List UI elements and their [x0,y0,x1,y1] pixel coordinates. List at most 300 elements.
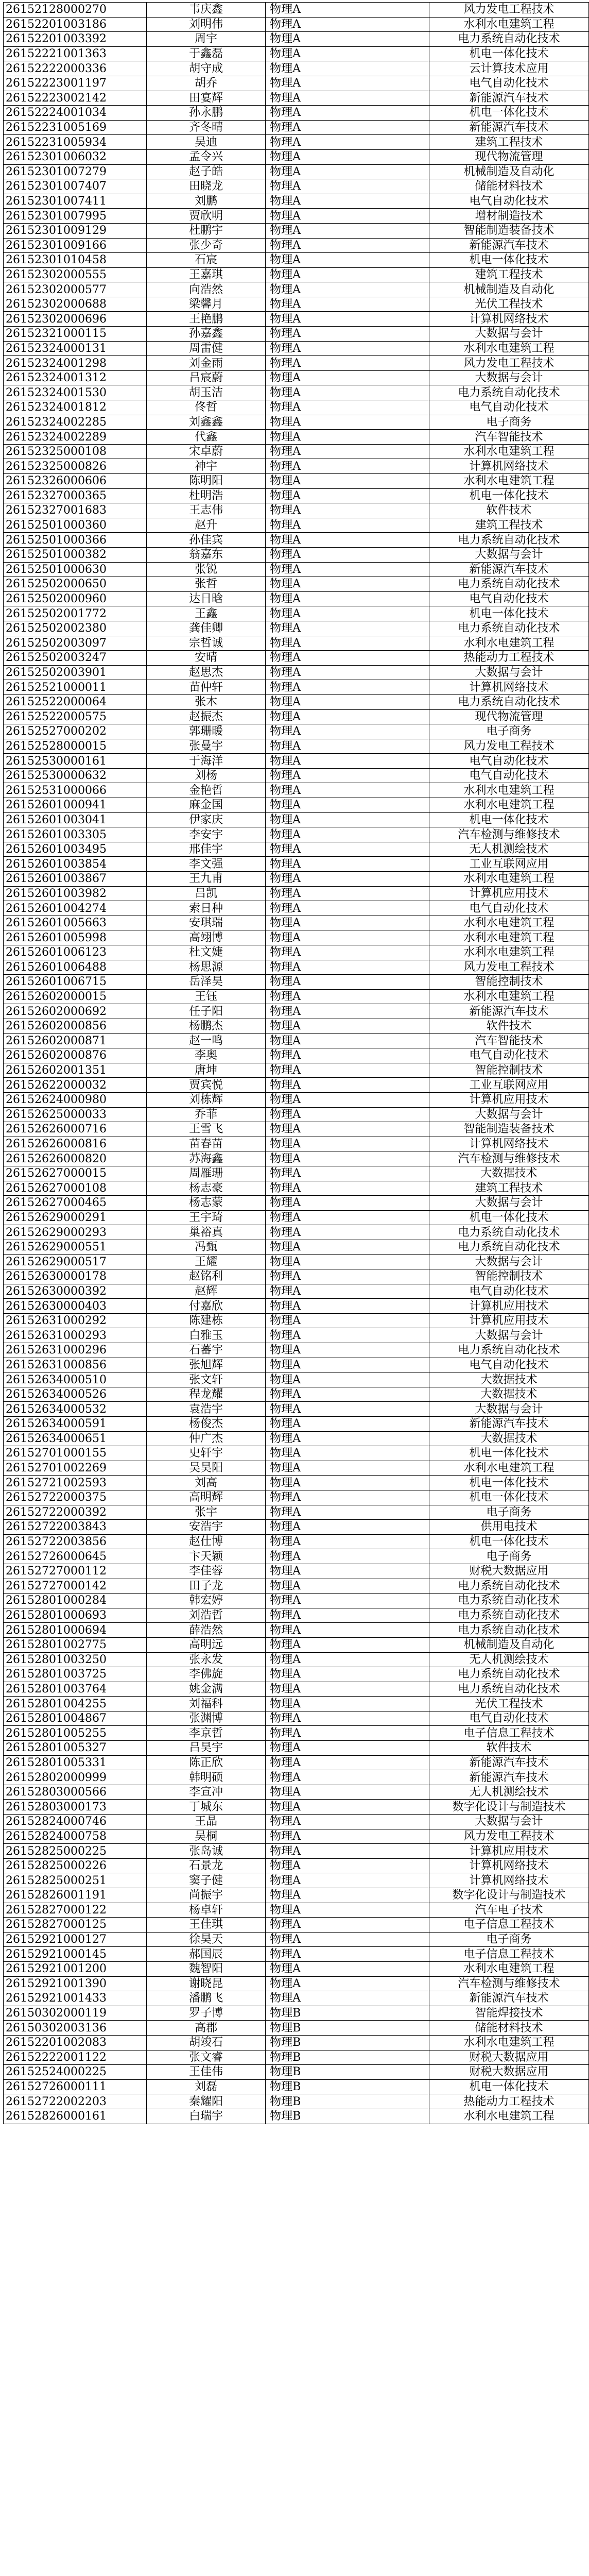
major-cell: 无人机测绘技术 [429,1785,589,1800]
candidate-id-cell: 26152631000292 [4,1313,147,1328]
table-row [4,223,589,238]
student-name-cell: 赵升 [147,518,266,533]
subject-category-cell: 物理A [266,1402,429,1417]
candidate-id-cell: 26152627000108 [4,1181,147,1196]
major-cell: 大数据与会计 [429,1196,589,1211]
student-name-cell: 张旭辉 [147,1358,266,1372]
candidate-id-cell: 26152801004255 [4,1697,147,1711]
student-name-cell: 杨俊杰 [147,1417,266,1432]
major-cell: 工业互联网应用 [429,857,589,872]
student-name-cell: 卞天颖 [147,1549,266,1564]
student-name-cell: 王晶 [147,1815,266,1829]
candidate-id-cell: 26152327001683 [4,503,147,518]
major-cell: 电气自动化技术 [429,591,589,606]
major-cell: 电气自动化技术 [429,194,589,209]
table-row [4,621,589,636]
major-cell: 新能源汽车技术 [429,1991,589,2006]
candidate-id-cell: 26152601005998 [4,930,147,945]
major-cell: 风力发电工程技术 [429,1829,589,1844]
student-name-cell: 石蕃宇 [147,1343,266,1358]
student-name-cell: 苏海鑫 [147,1151,266,1166]
table-row [4,106,589,121]
table-row [4,1564,589,1579]
table-row [4,1358,589,1372]
major-cell: 汽车检测与维修技术 [429,1151,589,1166]
table-row [4,1402,589,1417]
table-row [4,1785,589,1800]
student-name-cell: 高明辉 [147,1490,266,1505]
subject-category-cell: 物理A [266,385,429,400]
subject-category-cell: 物理A [266,1903,429,1918]
candidate-id-cell: 26152634000591 [4,1417,147,1432]
major-cell: 电力系统自动化技术 [429,1608,589,1623]
table-row [4,1269,589,1284]
subject-category-cell: 物理A [266,135,429,150]
subject-category-cell: 物理A [266,783,429,798]
candidate-id-cell: 26152324000131 [4,341,147,356]
major-cell: 电子商务 [429,415,589,430]
student-name-cell: 刘福科 [147,1697,266,1711]
major-cell: 电气自动化技术 [429,400,589,415]
table-row [4,1137,589,1151]
subject-category-cell: 物理A [266,1313,429,1328]
subject-category-cell: 物理A [266,872,429,887]
student-name-cell: 魏智阳 [147,1961,266,1976]
student-name-cell: 高翊博 [147,930,266,945]
table-row [4,91,589,106]
subject-category-cell: 物理A [266,1976,429,1991]
student-name-cell: 郝国辰 [147,1947,266,1962]
subject-category-cell: 物理A [266,1446,429,1461]
subject-category-cell: 物理A [266,474,429,489]
candidate-id-cell: 26152302000696 [4,312,147,327]
candidate-id-cell: 26152522000575 [4,709,147,724]
student-name-cell: 胡玉洁 [147,385,266,400]
student-name-cell: 杨卓轩 [147,1903,266,1918]
table-row [4,135,589,150]
subject-category-cell: 物理A [266,164,429,179]
table-row [4,562,589,577]
major-cell: 大数据与会计 [429,1107,589,1122]
major-cell: 汽车检测与维修技术 [429,827,589,842]
subject-category-cell: 物理A [266,341,429,356]
subject-category-cell: 物理A [266,106,429,121]
major-cell: 水利水电建筑工程 [429,1461,589,1476]
subject-category-cell: 物理A [266,61,429,76]
subject-category-cell: 物理A [266,120,429,135]
student-name-cell: 张哲 [147,577,266,592]
student-name-cell: 李安宇 [147,827,266,842]
student-name-cell: 赵振杰 [147,709,266,724]
student-name-cell: 吕宸蔚 [147,370,266,385]
student-name-cell: 胡乔 [147,76,266,91]
student-name-cell: 白雅玉 [147,1328,266,1343]
student-name-cell: 丁城东 [147,1800,266,1815]
subject-category-cell: 物理A [266,1019,429,1033]
major-cell: 水利水电建筑工程 [429,945,589,960]
table-row [4,1608,589,1623]
major-cell: 水利水电建筑工程 [429,17,589,32]
major-cell: 机械制造及自动化 [429,1637,589,1652]
subject-category-cell: 物理B [266,2065,429,2080]
major-cell: 计算机网络技术 [429,1858,589,1873]
table-row [4,1210,589,1225]
subject-category-cell: 物理A [266,577,429,592]
subject-category-cell: 物理B [266,2006,429,2021]
candidate-id-cell: 26152601003982 [4,886,147,901]
candidate-id-cell: 26152601006715 [4,975,147,990]
major-cell: 电气自动化技术 [429,1358,589,1372]
candidate-id-cell: 26152601003305 [4,827,147,842]
student-name-cell: 张木 [147,694,266,709]
table-row [4,842,589,857]
table-row [4,754,589,769]
student-name-cell: 石景龙 [147,1858,266,1873]
subject-category-cell: 物理A [266,1873,429,1888]
table-row [4,444,589,459]
table-row [4,164,589,179]
major-cell: 电气自动化技术 [429,1048,589,1063]
major-cell: 汽车电子技术 [429,1903,589,1918]
candidate-id-cell: 26152224001034 [4,106,147,121]
candidate-id-cell: 26152601003495 [4,842,147,857]
subject-category-cell: 物理A [266,930,429,945]
student-name-cell: 杜鹏宇 [147,223,266,238]
subject-category-cell: 物理A [266,975,429,990]
student-name-cell: 白瑞宇 [147,2109,266,2124]
candidate-id-cell: 26152701000155 [4,1446,147,1461]
major-cell: 新能源汽车技术 [429,1770,589,1785]
student-name-cell: 王鑫 [147,606,266,621]
candidate-id-cell: 26152601003867 [4,872,147,887]
table-row [4,1284,589,1299]
table-row [4,694,589,709]
major-cell: 软件技术 [429,1741,589,1756]
candidate-id-cell: 26152802000999 [4,1770,147,1785]
major-cell: 机电一体化技术 [429,1490,589,1505]
candidate-id-cell: 26152231005934 [4,135,147,150]
student-name-cell: 刘高 [147,1476,266,1490]
candidate-id-cell: 26152501000630 [4,562,147,577]
table-row [4,1387,589,1402]
admission-table [3,2,589,2124]
major-cell: 电气自动化技术 [429,1284,589,1299]
candidate-id-cell: 26152722000392 [4,1505,147,1520]
subject-category-cell: 物理A [266,739,429,754]
candidate-id-cell: 26152722003856 [4,1534,147,1549]
table-row [4,1918,589,1933]
candidate-id-cell: 26152324002289 [4,430,147,445]
student-name-cell: 安浩宇 [147,1520,266,1535]
major-cell: 大数据与会计 [429,1402,589,1417]
table-row [4,1417,589,1432]
subject-category-cell: 物理A [266,621,429,636]
table-row [4,1181,589,1196]
major-cell: 计算机应用技术 [429,1313,589,1328]
candidate-id-cell: 26152630000403 [4,1299,147,1314]
candidate-id-cell: 26152528000015 [4,739,147,754]
candidate-id-cell: 26152727000142 [4,1579,147,1594]
table-row [4,1594,589,1608]
table-row [4,651,589,666]
table-row [4,945,589,960]
candidate-id-cell: 26152527000202 [4,724,147,739]
major-cell: 水利水电建筑工程 [429,916,589,930]
subject-category-cell: 物理A [266,665,429,680]
candidate-id-cell: 26152324001298 [4,356,147,371]
student-name-cell: 孟令兴 [147,149,266,164]
table-row [4,1372,589,1387]
student-name-cell: 巢裕真 [147,1225,266,1240]
major-cell: 汽车检测与维修技术 [429,1976,589,1991]
major-cell: 财税大数据应用 [429,2050,589,2065]
table-row [4,1490,589,1505]
candidate-id-cell: 26152722000375 [4,1490,147,1505]
major-cell: 热能动力工程技术 [429,2094,589,2109]
table-row [4,1078,589,1093]
subject-category-cell: 物理A [266,1594,429,1608]
candidate-id-cell: 26152601003854 [4,857,147,872]
candidate-id-cell: 26152602000876 [4,1048,147,1063]
student-name-cell: 孙佳宾 [147,533,266,548]
student-name-cell: 达日晗 [147,591,266,606]
student-name-cell: 王佳伟 [147,2065,266,2080]
major-cell: 大数据与会计 [429,1255,589,1269]
candidate-id-cell: 26152501000360 [4,518,147,533]
student-name-cell: 唐坤 [147,1063,266,1078]
student-name-cell: 李文强 [147,857,266,872]
major-cell: 电力系统自动化技术 [429,1343,589,1358]
student-name-cell: 王钰 [147,989,266,1004]
candidate-id-cell: 26152630000178 [4,1269,147,1284]
subject-category-cell: 物理B [266,2035,429,2050]
subject-category-cell: 物理A [266,1092,429,1107]
subject-category-cell: 物理A [266,1711,429,1726]
subject-category-cell: 物理A [266,1122,429,1137]
student-name-cell: 金艳哲 [147,783,266,798]
subject-category-cell: 物理A [266,562,429,577]
candidate-id-cell: 26152801005255 [4,1726,147,1741]
candidate-id-cell: 26152921000127 [4,1932,147,1947]
table-row [4,636,589,651]
student-name-cell: 周雷健 [147,341,266,356]
table-row [4,1652,589,1667]
candidate-id-cell: 26152602000692 [4,1004,147,1019]
candidate-id-cell: 26152601000941 [4,798,147,813]
table-row [4,1343,589,1358]
table-row [4,1107,589,1122]
student-name-cell: 张少奇 [147,238,266,253]
student-name-cell: 吕昊宇 [147,1741,266,1756]
table-row [4,46,589,61]
table-row [4,1461,589,1476]
candidate-id-cell: 26152502002380 [4,621,147,636]
student-name-cell: 付嘉欣 [147,1299,266,1314]
student-name-cell: 贾欣明 [147,209,266,224]
student-name-cell: 郭珊暖 [147,724,266,739]
table-row [4,179,589,194]
subject-category-cell: 物理A [266,960,429,975]
student-name-cell: 安晴 [147,651,266,666]
student-name-cell: 李佛旋 [147,1667,266,1682]
subject-category-cell: 物理A [266,1461,429,1476]
table-row [4,1873,589,1888]
major-cell: 机电一体化技术 [429,1476,589,1490]
subject-category-cell: 物理A [266,1225,429,1240]
candidate-id-cell: 26152128000270 [4,3,147,18]
major-cell: 水利水电建筑工程 [429,2035,589,2050]
candidate-id-cell: 26152530000161 [4,754,147,769]
student-name-cell: 张永发 [147,1652,266,1667]
student-name-cell: 陈正欣 [147,1755,266,1770]
subject-category-cell: 物理B [266,2109,429,2124]
candidate-id-cell: 26152327000365 [4,488,147,503]
candidate-id-cell: 26152321000115 [4,327,147,342]
candidate-id-cell: 26152201002083 [4,2035,147,2050]
subject-category-cell: 物理A [266,768,429,783]
candidate-id-cell: 26152502003247 [4,651,147,666]
subject-category-cell: 物理A [266,1815,429,1829]
table-row [4,356,589,371]
student-name-cell: 杨志蒙 [147,1196,266,1211]
student-name-cell: 龚佳卿 [147,621,266,636]
table-row [4,1004,589,1019]
subject-category-cell: 物理A [266,1667,429,1682]
major-cell: 风力发电工程技术 [429,356,589,371]
major-cell: 水利水电建筑工程 [429,341,589,356]
student-name-cell: 孙嘉鑫 [147,327,266,342]
candidate-id-cell: 26152324002285 [4,415,147,430]
subject-category-cell: 物理B [266,2094,429,2109]
candidate-id-cell: 26152634000510 [4,1372,147,1387]
subject-category-cell: 物理A [266,312,429,327]
major-cell: 机电一体化技术 [429,2079,589,2094]
student-name-cell: 冯甄 [147,1240,266,1255]
table-row [4,194,589,209]
major-cell: 机电一体化技术 [429,1210,589,1225]
student-name-cell: 神宇 [147,459,266,474]
subject-category-cell: 物理A [266,989,429,1004]
table-row [4,385,589,400]
subject-category-cell: 物理A [266,1785,429,1800]
subject-category-cell: 物理A [266,1476,429,1490]
major-cell: 大数据技术 [429,1166,589,1181]
candidate-id-cell: 26152301010458 [4,253,147,268]
table-row [4,3,589,18]
table-row [4,120,589,135]
major-cell: 电力系统自动化技术 [429,1579,589,1594]
subject-category-cell: 物理B [266,2079,429,2094]
candidate-id-cell: 26152722002203 [4,2094,147,2109]
table-row [4,209,589,224]
subject-category-cell: 物理B [266,2050,429,2065]
table-row [4,400,589,415]
student-name-cell: 韩明硕 [147,1770,266,1785]
table-row [4,827,589,842]
major-cell: 电子信息工程技术 [429,1726,589,1741]
subject-category-cell: 物理A [266,916,429,930]
major-cell: 无人机测绘技术 [429,842,589,857]
table-row [4,1092,589,1107]
subject-category-cell: 物理A [266,754,429,769]
student-name-cell: 向浩然 [147,282,266,297]
major-cell: 大数据与会计 [429,665,589,680]
subject-category-cell: 物理A [266,1490,429,1505]
candidate-id-cell: 26152622000032 [4,1078,147,1093]
subject-category-cell: 物理A [266,1210,429,1225]
subject-category-cell: 物理A [266,1932,429,1947]
subject-category-cell: 物理B [266,2021,429,2036]
student-name-cell: 窦子健 [147,1873,266,1888]
table-row [4,1961,589,1976]
student-name-cell: 王九甫 [147,872,266,887]
major-cell: 电子信息工程技术 [429,1947,589,1962]
candidate-id-cell: 26152601006488 [4,960,147,975]
student-name-cell: 赵思杰 [147,665,266,680]
major-cell: 建筑工程技术 [429,1181,589,1196]
table-row [4,930,589,945]
table-row [4,1151,589,1166]
candidate-id-cell: 26152801000693 [4,1608,147,1623]
candidate-id-cell: 26152801000284 [4,1594,147,1608]
student-name-cell: 王嘉琪 [147,267,266,282]
student-name-cell: 宗哲诚 [147,636,266,651]
major-cell: 机电一体化技术 [429,488,589,503]
subject-category-cell: 物理A [266,724,429,739]
table-row [4,76,589,91]
subject-category-cell: 物理A [266,1431,429,1446]
major-cell: 新能源汽车技术 [429,1417,589,1432]
student-name-cell: 周宇 [147,32,266,47]
subject-category-cell: 物理A [266,1549,429,1564]
subject-category-cell: 物理A [266,356,429,371]
candidate-id-cell: 26152625000033 [4,1107,147,1122]
table-row [4,430,589,445]
major-cell: 财税大数据应用 [429,2065,589,2080]
major-cell: 水利水电建筑工程 [429,444,589,459]
major-cell: 软件技术 [429,503,589,518]
major-cell: 大数据与会计 [429,1815,589,1829]
table-row [4,591,589,606]
candidate-id-cell: 26152223001197 [4,76,147,91]
major-cell: 新能源汽车技术 [429,562,589,577]
table-row [4,812,589,827]
subject-category-cell: 物理A [266,606,429,621]
major-cell: 风力发电工程技术 [429,3,589,18]
major-cell: 计算机网络技术 [429,312,589,327]
table-row [4,1682,589,1697]
subject-category-cell: 物理A [266,415,429,430]
major-cell: 大数据与会计 [429,327,589,342]
candidate-id-cell: 26152521000011 [4,680,147,695]
student-name-cell: 姚金满 [147,1682,266,1697]
candidate-id-cell: 26152630000392 [4,1284,147,1299]
major-cell: 云计算技术应用 [429,61,589,76]
student-name-cell: 韩宏婷 [147,1594,266,1608]
candidate-id-cell: 26152629000293 [4,1225,147,1240]
table-row [4,1505,589,1520]
student-name-cell: 吕凯 [147,886,266,901]
candidate-id-cell: 26152301007411 [4,194,147,209]
student-name-cell: 程龙耀 [147,1387,266,1402]
candidate-id-cell: 26152522000064 [4,694,147,709]
table-row [4,989,589,1004]
major-cell: 无人机测绘技术 [429,1652,589,1667]
major-cell: 计算机网络技术 [429,459,589,474]
table-row [4,1711,589,1726]
student-name-cell: 安琪瑞 [147,916,266,930]
student-name-cell: 田子龙 [147,1579,266,1594]
